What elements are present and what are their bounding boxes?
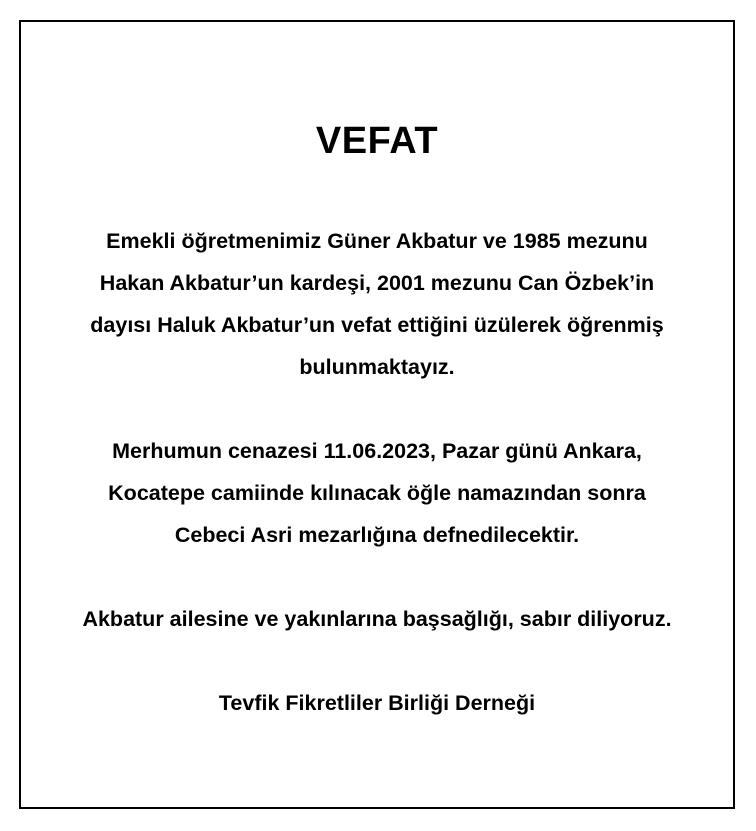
funeral-line: Merhumun cenazesi 11.06.2023, Pazar günü Ankara, [112, 439, 642, 463]
notice-signature [21, 682, 733, 724]
notice-paragraph-funeral [21, 430, 733, 556]
signature-line: Tevfik Fikretliler Birliği Derneği [218, 691, 536, 715]
obituary-notice-frame [19, 20, 735, 809]
notice-paragraph-announcement [21, 220, 733, 388]
announcement-line: Emekli öğretmenimiz Güner Akbatur ve 1985 mezunu [106, 229, 648, 253]
announcement-line: dayısı Haluk Akbatur’un vefat ettiğini üzülerek öğrenmiş [90, 313, 664, 337]
notice-paragraph-condolence [21, 598, 733, 640]
condolence-line: Akbatur ailesine ve yakınlarına başsağlığı, sabır diliyoruz. [82, 607, 672, 631]
funeral-line: Cebeci Asri mezarlığına defnedilecektir. [174, 523, 580, 547]
announcement-line: Hakan Akbatur’un kardeşi, 2001 mezunu Can Özbek’in [99, 271, 655, 295]
notice-title: VEFAT [315, 120, 439, 162]
funeral-line: Kocatepe camiinde kılınacak öğle namazından sonra [108, 481, 646, 505]
announcement-line: bulunmaktayız. [299, 355, 455, 379]
